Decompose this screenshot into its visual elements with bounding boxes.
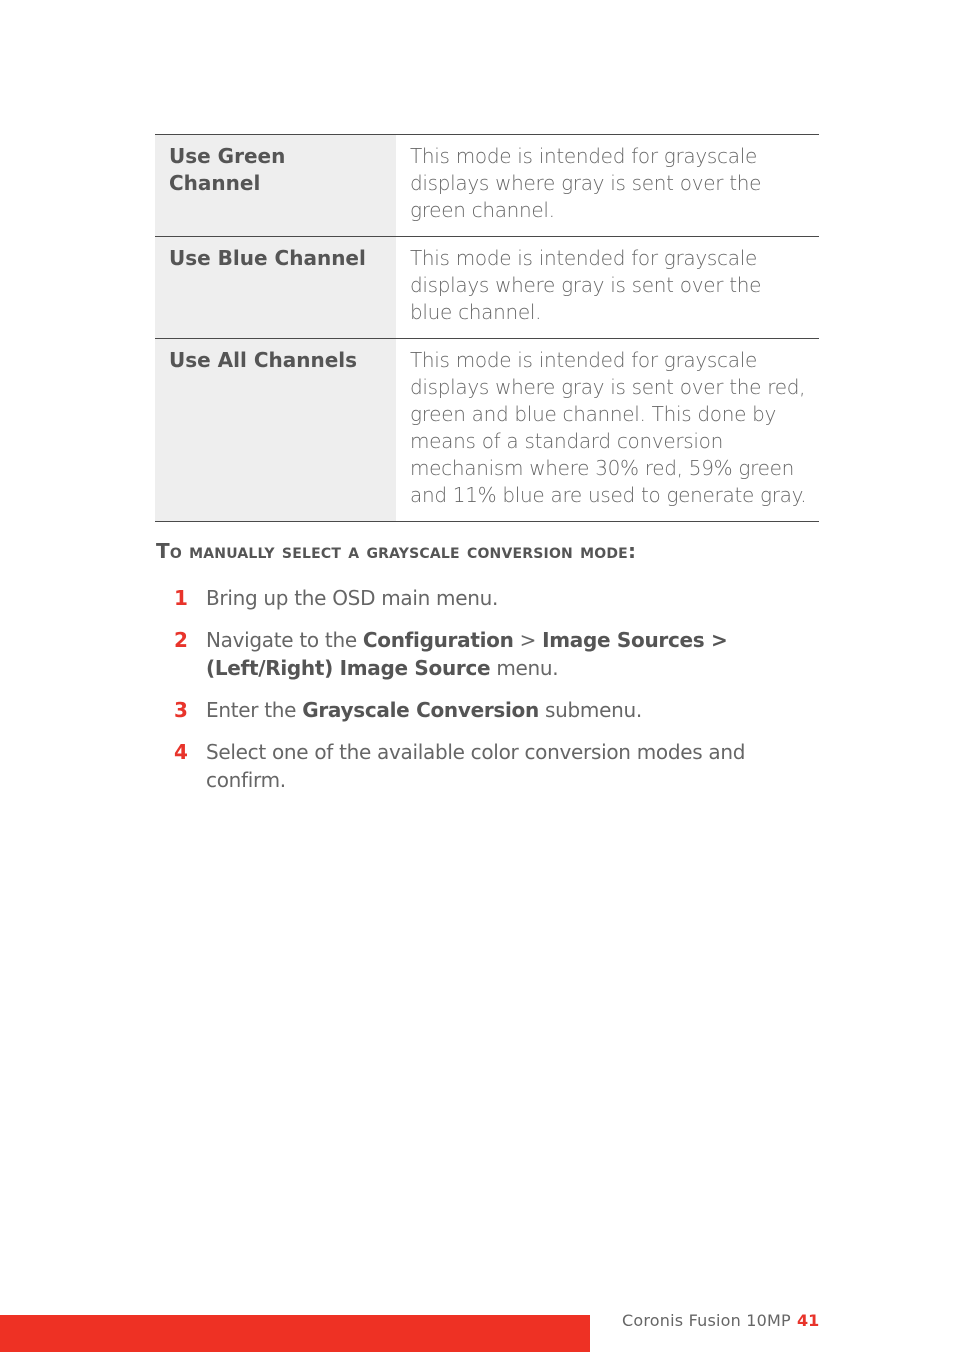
procedure-heading: To manually select a grayscale conversion mode: bbox=[156, 539, 637, 563]
procedure-steps bbox=[155, 584, 819, 808]
step-number: 3 bbox=[174, 698, 188, 722]
menu-separator: > bbox=[513, 628, 543, 652]
step-text: Select one of the available color conversion modes and confirm. bbox=[206, 740, 746, 792]
step-number: 2 bbox=[174, 628, 188, 652]
table-row bbox=[155, 237, 819, 339]
step-text: Enter the bbox=[206, 698, 303, 722]
step-item bbox=[155, 696, 819, 724]
step-item bbox=[155, 626, 819, 682]
menu-grayscale-conversion: Grayscale Conversion bbox=[302, 698, 539, 722]
step-number: 1 bbox=[174, 586, 188, 610]
table-row bbox=[155, 135, 819, 237]
step-item bbox=[155, 738, 819, 794]
table-row bbox=[155, 339, 819, 522]
step-text: submenu. bbox=[538, 698, 642, 722]
grayscale-mode-table bbox=[155, 134, 819, 522]
step-item bbox=[155, 584, 819, 612]
step-text: menu. bbox=[490, 656, 559, 680]
step-number: 4 bbox=[174, 740, 188, 764]
step-text: Navigate to the bbox=[206, 628, 363, 652]
mode-description-cell: This mode is intended for grayscale displays where gray is sent over the blue channel. bbox=[410, 246, 762, 324]
menu-image-source: Image Sources > (Left/Right) Image Source bbox=[206, 628, 728, 680]
menu-configuration: Configuration bbox=[362, 628, 514, 652]
footer-accent-bar bbox=[0, 1315, 590, 1352]
mode-name-cell: Use Green Channel bbox=[155, 135, 396, 237]
footer-page-number: 41 bbox=[797, 1311, 820, 1330]
mode-name-cell: Use Blue Channel bbox=[155, 237, 396, 339]
mode-description-cell: This mode is intended for grayscale displays where gray is sent over the red, green and blue channel. This done by means of a standard conversion mechanism where 30% red, 59% green and 11% blue are used to generate gray. bbox=[410, 348, 807, 507]
mode-description-cell: This mode is intended for grayscale displays where gray is sent over the green channel. bbox=[410, 144, 762, 222]
mode-name-cell: Use All Channels bbox=[155, 339, 396, 522]
footer-product-name: Coronis Fusion 10MP bbox=[622, 1311, 791, 1330]
step-text: Bring up the OSD main menu. bbox=[206, 586, 499, 610]
